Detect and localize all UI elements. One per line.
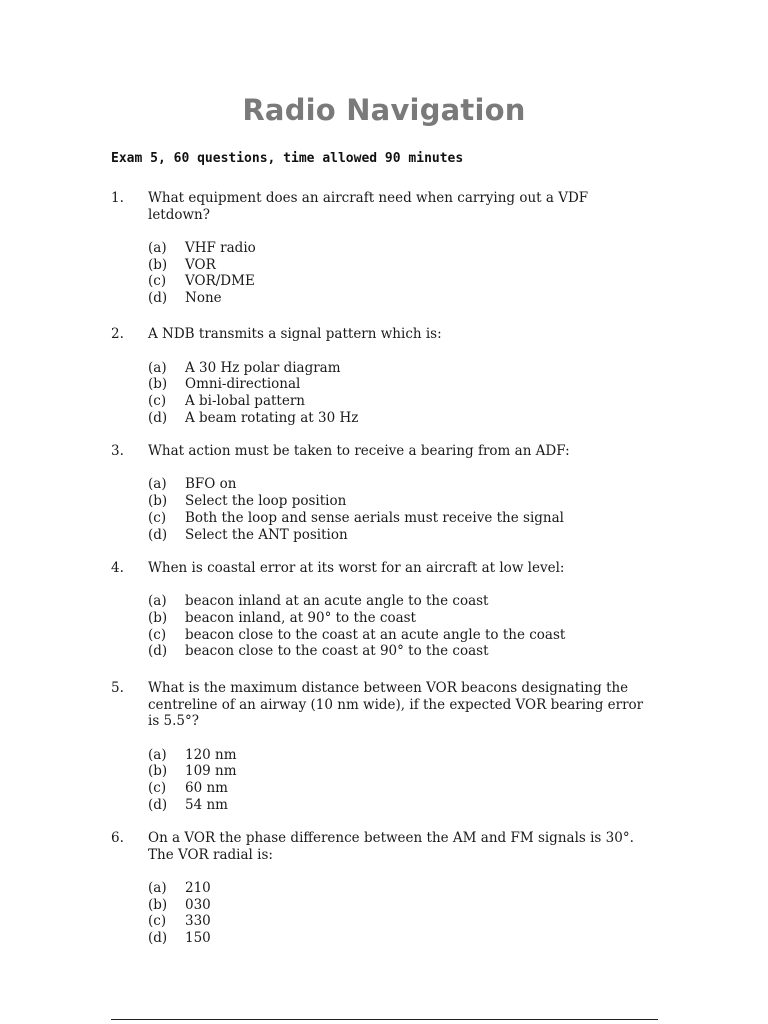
option-label: (a): [148, 880, 167, 896]
option-label: (a): [148, 747, 167, 763]
question-number: 6.: [111, 830, 124, 846]
option-text: VHF radio: [185, 240, 256, 256]
option-label: (d): [148, 527, 168, 543]
question-text: On a VOR the phase difference between the AM and FM signals is 30°. The VOR radial is:: [148, 830, 634, 863]
question-number: 5.: [111, 680, 124, 696]
question-text: What equipment does an aircraft need when carrying out a VDF letdown?: [148, 190, 589, 223]
option-text: 150: [185, 930, 211, 946]
option-text: Omni-directional: [185, 376, 301, 392]
option-text: A 30 Hz polar diagram: [185, 360, 341, 376]
option-text: 330: [185, 913, 211, 929]
option-label: (c): [148, 627, 167, 643]
option-label: (b): [148, 610, 168, 626]
option-text: 030: [185, 897, 211, 913]
option-label: (d): [148, 797, 168, 813]
option-label: (b): [148, 897, 168, 913]
option-label: (a): [148, 240, 167, 256]
option-label: (c): [148, 780, 167, 796]
option-text: 60 nm: [185, 780, 228, 796]
option-text: Both the loop and sense aerials must receive the signal: [185, 510, 564, 526]
option-text: beacon inland at an acute angle to the coast: [185, 593, 489, 609]
option-label: (a): [148, 360, 167, 376]
question-number: 2.: [111, 326, 124, 342]
option-text: BFO on: [185, 476, 237, 492]
exam-subtitle: Exam 5, 60 questions, time allowed 90 minutes: [111, 151, 464, 166]
option-label: (b): [148, 493, 168, 509]
option-text: Select the loop position: [185, 493, 347, 509]
option-label: (d): [148, 930, 168, 946]
option-label: (a): [148, 593, 167, 609]
question-text: What action must be taken to receive a bearing from an ADF:: [148, 443, 570, 459]
option-label: (c): [148, 913, 167, 929]
option-label: (c): [148, 510, 167, 526]
option-text: Select the ANT position: [185, 527, 348, 543]
option-text: 54 nm: [185, 797, 228, 813]
question-text: When is coastal error at its worst for an aircraft at low level:: [148, 560, 565, 576]
option-text: 120 nm: [185, 747, 237, 763]
question-number: 1.: [111, 190, 124, 206]
option-label: (c): [148, 273, 167, 289]
option-label: (b): [148, 376, 168, 392]
option-text: beacon close to the coast at an acute angle to the coast: [185, 627, 566, 643]
option-text: 109 nm: [185, 763, 237, 779]
option-label: (b): [148, 763, 168, 779]
question-text: A NDB transmits a signal pattern which is:: [148, 326, 442, 342]
question-text: What is the maximum distance between VOR beacons designating the centreline of an airway (10 nm wide), if the expected VOR bearing error is 5.5°?: [148, 680, 644, 730]
page-title: Radio Navigation: [242, 93, 526, 127]
option-label: (a): [148, 476, 167, 492]
option-text: beacon inland, at 90° to the coast: [185, 610, 416, 626]
question-number: 3.: [111, 443, 124, 459]
option-text: 210: [185, 880, 211, 896]
option-text: VOR: [185, 257, 216, 273]
option-label: (c): [148, 393, 167, 409]
option-text: None: [185, 290, 222, 306]
question-number: 4.: [111, 560, 124, 576]
footer-divider: [111, 1019, 658, 1020]
option-text: VOR/DME: [185, 273, 255, 289]
option-label: (d): [148, 643, 168, 659]
option-label: (d): [148, 410, 168, 426]
option-label: (b): [148, 257, 168, 273]
option-text: beacon close to the coast at 90° to the coast: [185, 643, 489, 659]
option-label: (d): [148, 290, 168, 306]
option-text: A beam rotating at 30 Hz: [185, 410, 359, 426]
option-text: A bi-lobal pattern: [185, 393, 305, 409]
